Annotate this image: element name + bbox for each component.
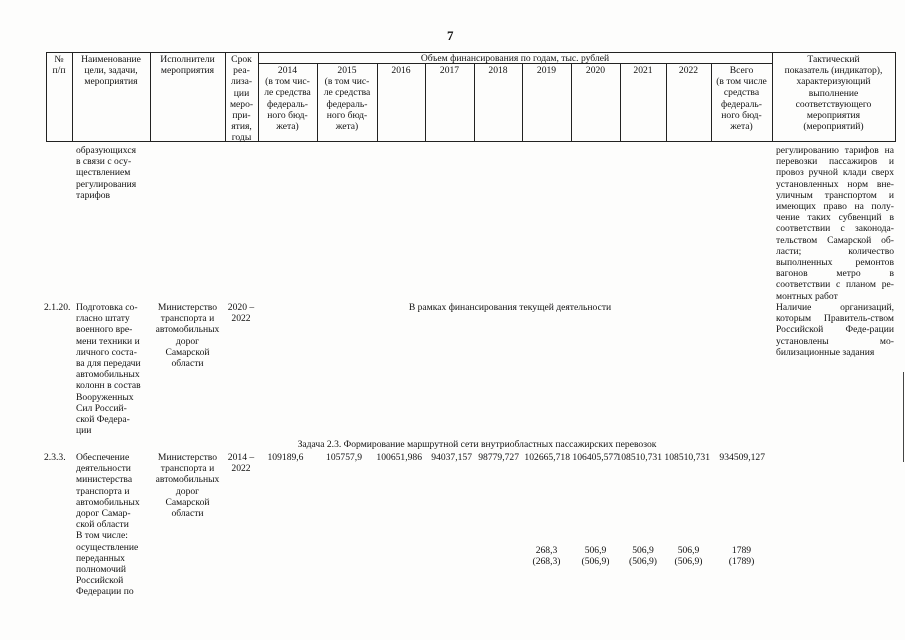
- row-233-value-2021: 108510,731: [616, 452, 662, 463]
- row-233-value-2019: 102665,718: [524, 452, 570, 463]
- header-2016: 2016: [391, 65, 411, 76]
- row-233-value-2018: 98779,727: [478, 452, 519, 463]
- row-233-sub-2019: 268,3 (268,3): [532, 545, 561, 568]
- header-funding-group: Объем финансирования по годам, тыс. рублей: [420, 53, 610, 64]
- row-2120-name: Подготовка со- гласно штату военного вре- мени техники и личного соста- ва для передачи автомобильных колонн в состав Вооруженных Сил Россий- ской Федера- ции: [76, 302, 141, 437]
- header-term: Срок реа- лиза- ции меро- при- ятия, годы: [229, 54, 254, 144]
- header-number: № п/п: [52, 54, 66, 77]
- header-2022: 2022: [678, 65, 699, 76]
- row-233-value-2017: 94037,157: [431, 452, 472, 463]
- header-2014: 2014 (в том чис- ле средства федераль- ного бюд- жета): [264, 65, 311, 133]
- row-233-value-2020: 106405,577: [572, 452, 618, 463]
- header-2021: 2021: [633, 65, 653, 76]
- row-233-sub-2021: 506,9 (506,9): [629, 545, 657, 568]
- row-233-name: Обеспечение деятельности министерства транспорта и автомобильных дорог Самар- ской области В том числе: осуществление переданных полномочий Российской Федерации по: [76, 452, 140, 598]
- cont-row-indicator: регулированию тарифов на перевозки пассажиров и провоз ручной клади сверх установленных норм вне-уличным транспортом и имеющих право на полу-чение таких субвенций в соответствии с законода-тельством Самарской об-ласти; количество выполненных ремонтов вагонов метро в соответствии с планом ре-монтных работ: [776, 145, 894, 302]
- row-2120-executors: Министерство транспорта и автомобильных дорог Самарской области: [155, 302, 220, 370]
- row-233-value-2016: 100651,986: [376, 452, 422, 463]
- row-2120-number: 2.1.20.: [44, 302, 71, 313]
- row-233-number: 2.3.3.: [44, 452, 66, 463]
- row-233-executors: Министерство транспорта и автомобильных дорог Самарской области: [155, 452, 220, 520]
- row-2120-term: 2020 – 2022: [227, 302, 255, 325]
- row-233-term: 2014 – 2022: [227, 452, 255, 475]
- row-233-value-2022: 108510,731: [664, 452, 710, 463]
- row-233-value-total: 934509,127: [719, 452, 765, 463]
- page-number: 7: [447, 28, 454, 43]
- task-title: Задача 2.3. Формирование маршрутной сети внутриобластных пассажирских перевозок: [297, 439, 657, 450]
- table-right-border: [895, 52, 896, 142]
- row-2120-funding-note: В рамках финансирования текущей деятельности: [408, 302, 612, 313]
- header-2019: 2019: [536, 65, 557, 76]
- cont-row-name: образующихся в связи с осу- ществлением регулирования тарифов: [76, 145, 137, 201]
- header-executors: Исполнители мероприятия: [160, 54, 215, 77]
- row-233-sub-2020: 506,9 (506,9): [581, 545, 610, 568]
- row-233-value-2014: 109189,6: [267, 452, 304, 463]
- header-2015: 2015 (в том чис- ле средства федераль- ного бюд- жета): [323, 65, 371, 133]
- header-name: Наименование цели, задачи, мероприятия: [81, 54, 141, 88]
- header-bottom-border: [46, 141, 896, 142]
- scan-edge-mark: [903, 372, 904, 462]
- row-233-sub-2022: 506,9 (506,9): [674, 545, 703, 568]
- row-2120-indicator: Наличие организаций, которым Правитель-ством Российской Феде-рации установлены мо-билизационные задания: [776, 302, 894, 358]
- row-233-sub-total: 1789 (1789): [728, 545, 755, 568]
- header-total: Всего (в том числе средства федераль- ного бюд- жета): [716, 65, 767, 133]
- header-indicator: Тактический показатель (индикатор), характеризующий выполнение соответствующего мероприятия (мероприятий): [784, 54, 883, 133]
- row-233-value-2015: 105757,9: [326, 452, 362, 463]
- header-2018: 2018: [488, 65, 508, 76]
- header-2020: 2020: [585, 65, 606, 76]
- header-2017: 2017: [439, 65, 460, 76]
